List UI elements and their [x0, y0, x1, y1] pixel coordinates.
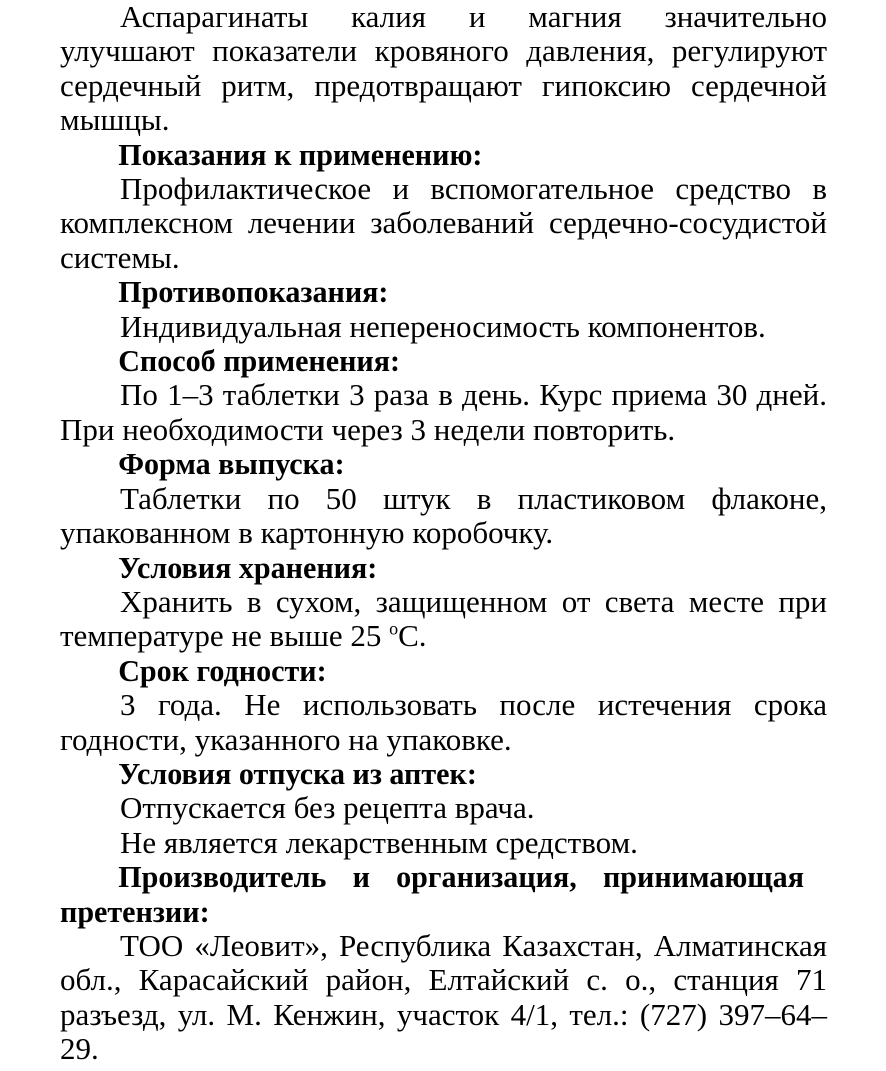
heading-indications: Показания к применению:: [118, 136, 483, 172]
degree-symbol: o: [389, 618, 399, 639]
dispensing-text-1: Отпускается без рецепта врача.: [120, 790, 535, 826]
heading-form: Форма выпуска:: [118, 446, 345, 482]
indications-text: Профилактическое и вспомогательное средство в комплексном лечении заболеваний сердечно-сосудистой системы.: [60, 171, 827, 275]
leaflet-page: [60, 0, 827, 1067]
heading-manufacturer: Производитель и организация, принимающая претензии:: [60, 859, 804, 929]
contraindications-text: Индивидуальная непереносимость компонентов.: [120, 308, 766, 344]
heading-dispensing: Условия отпуска из аптек:: [118, 755, 477, 791]
heading-shelf-life: Срок годности:: [118, 652, 327, 688]
storage-text-main: Хранить в сухом, защищенном от света месте при температуре не выше 25: [60, 583, 827, 654]
form-text: Таблетки по 50 штук в пластиковом флаконе, упакованном в картонную коробочку.: [60, 480, 827, 551]
storage-text: [60, 585, 827, 654]
manufacturer-text: ТОО «Леовит», Республика Казахстан, Алматинская обл., Карасайский район, Елтайский с. о., станция 71 разъезд, ул. М. Кенжин, участок 4/1, тел.: (727) 397–64–29.: [60, 927, 827, 1067]
usage-text: По 1–3 таблетки 3 раза в день. Курс приема 30 дней. При необходимости через 3 недели повторить.: [60, 377, 827, 447]
storage-text-unit: С.: [398, 618, 427, 654]
heading-usage: Способ применения:: [118, 343, 401, 379]
heading-storage: Условия хранения:: [118, 549, 378, 585]
heading-contraindications: Противопоказания:: [118, 274, 389, 310]
shelf-life-text: 3 года. Не использовать после истечения срока годности, указанного на упаковке.: [60, 687, 827, 757]
intro-paragraph: Аспарагинаты калия и магния значительно улучшают показатели кровяного давления, регулируют сердечный ритм, предотвращают гипоксию сердечной мышцы.: [60, 0, 827, 138]
dispensing-text-2: Не является лекарственным средством.: [120, 824, 638, 860]
